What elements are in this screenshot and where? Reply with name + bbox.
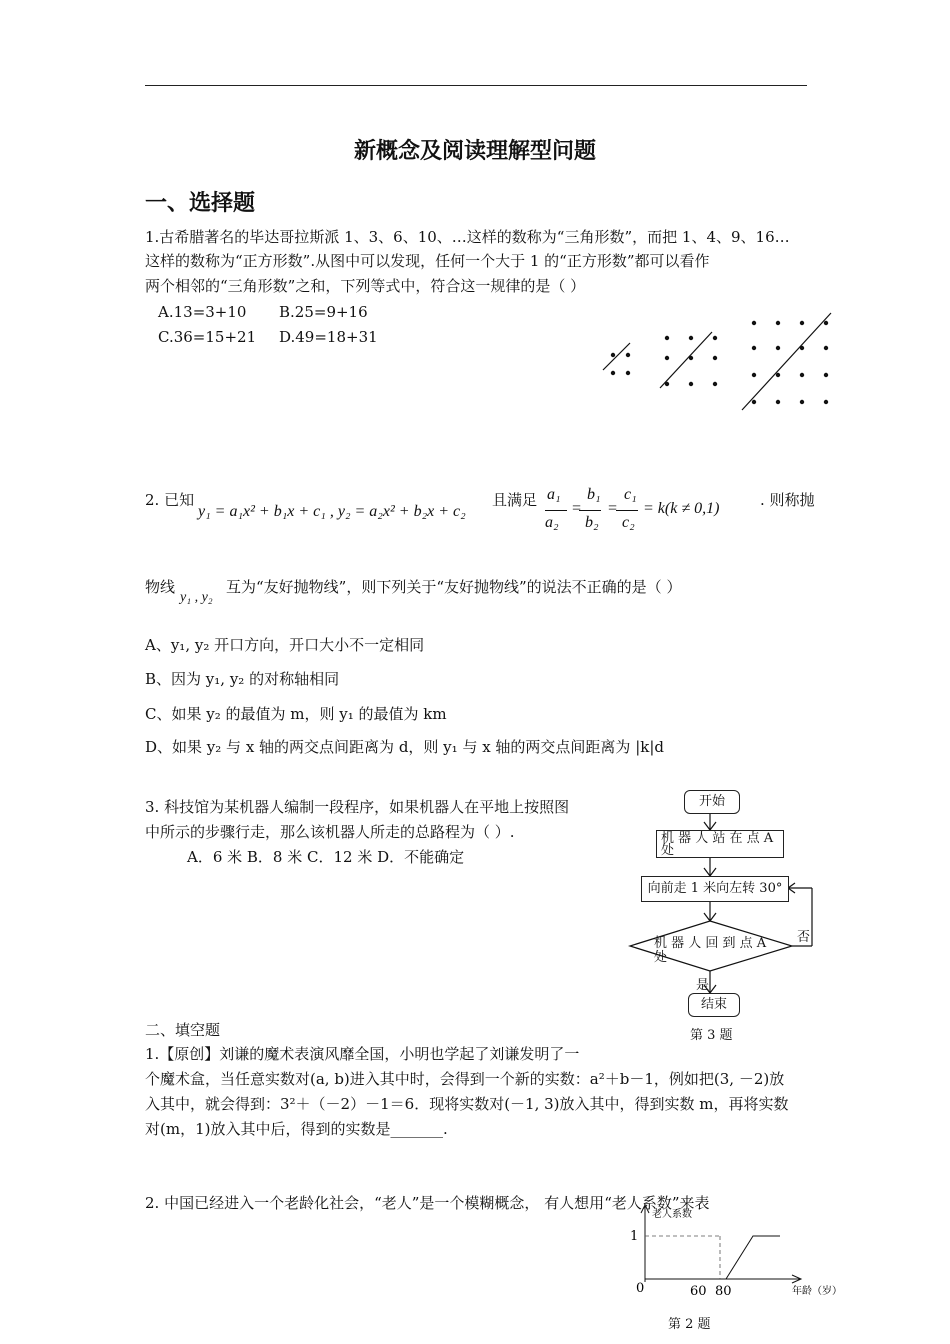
flowchart-step-start-at-a: 机 器 人 站 在 点 A 处: [656, 830, 784, 858]
chart-series-line: [726, 1236, 780, 1279]
q1-option-d: D.49=18+31: [279, 328, 378, 346]
chart-x-tick-0: 0: [636, 1281, 645, 1296]
section-fill-heading: 二、填空题: [145, 1021, 221, 1039]
fraction-denominator-a2: a₂: [545, 514, 559, 531]
q1-line1: 1.古希腊著名的毕达哥拉斯派 1、3、6、10、…这样的数称为“三角形数”，而把 1、4、9、16…: [145, 228, 790, 246]
q2-line2-b: 互为“友好抛物线”，则下列关于“友好抛物线”的说法不正确的是（ ）: [226, 578, 682, 596]
q2-option-b: B、因为 y₁, y₂ 的对称轴相同: [145, 670, 340, 688]
chart-xlabel: 年龄（岁）: [792, 1286, 842, 1297]
chart-x-tick-80: 80: [715, 1284, 732, 1299]
f1-line2: 个魔术盒，当任意实数对(a, b)进入其中时，会得到一个新的实数：a²＋b－1，例如把(3, －2)放: [145, 1070, 785, 1088]
f1-line1: 1.【原创】刘谦的魔术表演风靡全国，小明也学起了刘谦发明了一: [145, 1045, 580, 1063]
q2-option-a: A、y₁, y₂ 开口方向，开口大小不一定相同: [145, 636, 425, 654]
fraction-denominator-c2: c₂: [622, 514, 635, 531]
q1-option-b: B.25=9+16: [279, 303, 368, 321]
q2-line2-symbols: y₁ , y₂: [180, 590, 213, 605]
q2-option-d: D、如果 y₂ 与 x 轴的两交点间距离为 d，则 y₁ 与 x 轴的两交点间距离为 |k|d: [145, 738, 665, 756]
flowchart-caption: 第 3 题: [690, 1028, 733, 1043]
chart-ylabel: 老人系数: [652, 1209, 692, 1220]
flowchart-yes-label: 是: [696, 978, 710, 993]
fraction-numerator-b1: b₁: [587, 486, 601, 503]
q2-line2-a: 物线: [145, 578, 176, 596]
f1-line3: 入其中，就会得到：3²＋（－2）－1＝6．现将实数对(－1, 3)放入其中，得到实数 m，再将实数: [145, 1095, 789, 1113]
flowchart-step-move-turn: 向前走 1 米向左转 30°: [641, 876, 789, 902]
q2-prefix: 2. 已知: [145, 491, 195, 509]
flowchart-end: 结束: [688, 993, 740, 1017]
fraction-denominator-b2: b₂: [585, 514, 599, 531]
q3-line2: 中所示的步骤行走，那么该机器人所走的总路程为（ ）.: [145, 823, 515, 841]
chart-caption: 第 2 题: [668, 1317, 711, 1332]
q2-ratio-fractions: a₁ b₁ c₁ = = a₂ b₂ c₂: [545, 486, 637, 531]
flowchart-decision-label: 机 器 人 回 到 点 A 处: [654, 936, 767, 965]
chart-x-tick-60: 60: [690, 1284, 707, 1299]
chart-y-tick-1: 1: [630, 1229, 639, 1244]
q1-line3: 两个相邻的“三角形数”之和，下列等式中，符合这一规律的是（ ）: [145, 277, 586, 295]
flowchart-start: 开始: [684, 790, 740, 814]
q2-mid-text: 且满足: [492, 491, 538, 509]
q1-option-c: C.36=15+21: [158, 328, 257, 346]
f1-line4: 对(m，1)放入其中后，得到的实数是_______.: [145, 1120, 448, 1138]
q3-line1: 3. 科技馆为某机器人编制一段程序，如果机器人在平地上按照图: [145, 798, 570, 816]
square-numbers-dot-figure: [595, 310, 845, 415]
q2-option-c: C、如果 y₂ 的最值为 m，则 y₁ 的最值为 km: [145, 705, 447, 723]
elderly-coefficient-chart: [620, 1200, 850, 1308]
q1-option-a: A.13=3+10: [158, 303, 247, 321]
q2-suffix: . 则称抛: [760, 491, 815, 509]
flowchart-no-label: 否: [797, 930, 811, 945]
section-choice-heading: 一、选择题: [145, 191, 256, 216]
page-title: 新概念及阅读理解型问题: [353, 139, 596, 164]
q1-line2: 这样的数称为“正方形数”.从图中可以发现，任何一个大于 1 的“正方形数”都可以看作: [145, 252, 710, 270]
fraction-numerator-c1: c₁: [624, 486, 637, 503]
q2-formula-parabolas: y₁ = a₁x² + b₁x + c₁ , y₂ = a₂x² + b₂x + c₂: [198, 503, 466, 520]
q3-options: A．6 米 B．8 米 C．12 米 D．不能确定: [187, 848, 465, 866]
f2-line1: 2. 中国已经进入一个老龄化社会，“老人”是一个模糊概念， 有人想用“老人系数”来表: [145, 1194, 710, 1212]
fraction-numerator-a1: a₁: [547, 486, 561, 503]
q2-ratio-tail: = k(k ≠ 0,1): [643, 500, 720, 517]
header-rule: [145, 85, 807, 86]
